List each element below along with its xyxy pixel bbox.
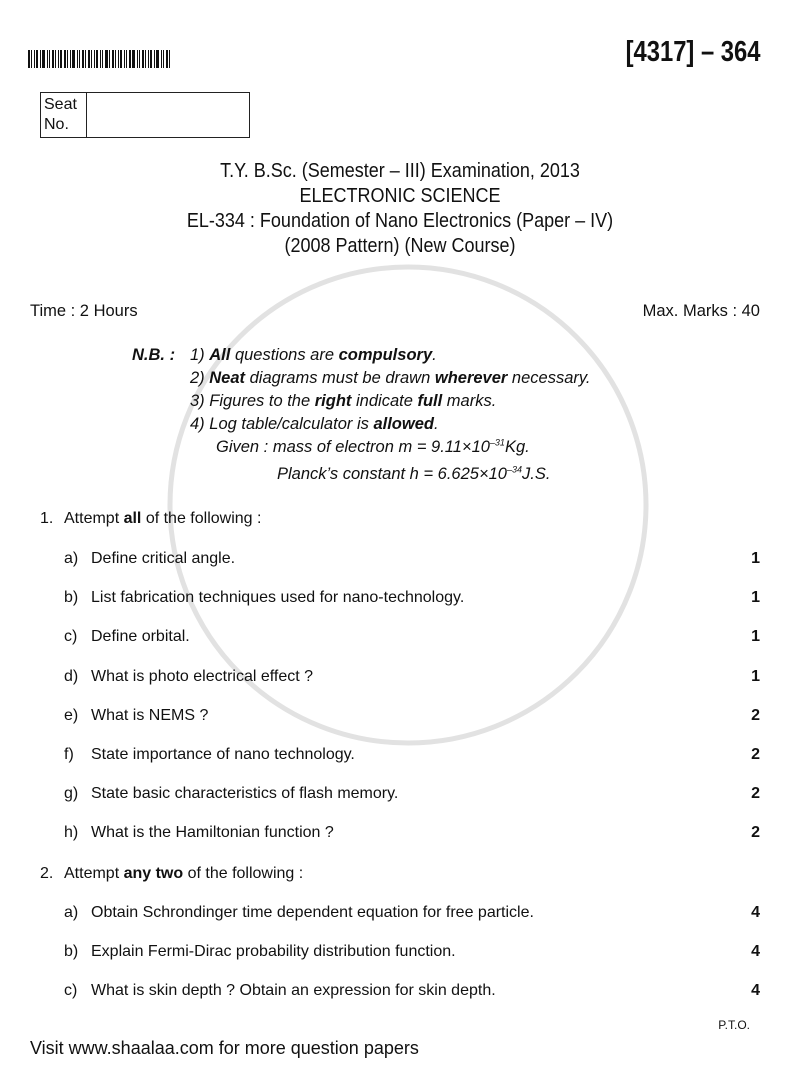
barcode-bar	[91, 50, 92, 68]
question-item	[0, 549, 800, 569]
barcode-bar	[47, 50, 48, 68]
item-label: h)	[64, 824, 79, 842]
item-marks: 2	[751, 824, 760, 842]
time-label: Time : 2 Hours	[30, 302, 138, 320]
subject-title: ELECTRONIC SCIENCE	[299, 185, 501, 207]
item-text: What is photo electrical effect ?	[91, 667, 314, 685]
item-label: f)	[64, 746, 74, 763]
item-marks: 2	[751, 746, 760, 763]
item-text: State basic characteristics of flash memory.	[91, 785, 399, 803]
barcode-bar	[55, 50, 56, 68]
item-label: b)	[64, 589, 79, 607]
question-item	[0, 706, 800, 726]
question-item	[0, 667, 800, 687]
question-item	[0, 588, 800, 608]
barcode-bar	[67, 50, 68, 68]
barcode-bar	[102, 50, 103, 68]
item-text: What is NEMS ?	[91, 706, 209, 724]
question-item	[0, 903, 800, 923]
item-marks: 2	[751, 785, 760, 803]
barcode-bar	[60, 50, 62, 68]
barcode-bar	[72, 50, 75, 68]
barcode-bar	[115, 50, 116, 68]
seat-label	[41, 93, 87, 137]
barcode-bar	[77, 50, 78, 68]
item-marks: 4	[751, 904, 760, 921]
question-item	[0, 784, 800, 804]
barcode-bar	[36, 50, 38, 68]
barcode-bar	[118, 50, 119, 68]
max-marks-label: Max. Marks : 40	[642, 302, 760, 320]
item-marks: 1	[751, 667, 760, 685]
given-electron-mass: Given : mass of electron $m = 9.11\times 10^{-31}Kg$.	[216, 437, 530, 456]
item-label: a)	[64, 550, 79, 567]
item-label: c)	[64, 628, 78, 646]
barcode-bar	[58, 50, 59, 68]
barcode-bar	[132, 50, 135, 68]
question-item	[0, 823, 800, 843]
item-text: State importance of nano technology.	[91, 746, 355, 763]
question-item	[0, 745, 800, 765]
question-2-heading: 2. Attempt any two of the following :	[40, 865, 304, 882]
nb-note-3: 3) Figures to the right indicate full marks.	[190, 392, 497, 410]
barcode-bar	[163, 50, 164, 68]
barcode-bar	[109, 50, 110, 68]
item-text: List fabrication techniques used for nano-technology.	[91, 589, 465, 607]
barcode-bar	[49, 50, 50, 68]
barcode-bar	[166, 50, 168, 68]
barcode-bar	[96, 50, 98, 68]
barcode-bar	[124, 50, 125, 68]
item-label: a)	[64, 904, 79, 921]
barcode-bar	[52, 50, 54, 68]
barcode-bar	[88, 50, 90, 68]
item-marks: 2	[751, 706, 760, 724]
item-marks: 4	[751, 943, 760, 960]
item-text: What is skin depth ? Obtain an expression for skin depth.	[91, 982, 496, 999]
barcode-bar	[40, 50, 41, 68]
question-item	[0, 942, 800, 962]
barcode-bar	[34, 50, 35, 68]
item-text: Obtain Schrondinger time dependent equation for free particle.	[91, 904, 534, 921]
item-marks: 1	[751, 550, 760, 567]
barcode-bar	[137, 50, 138, 68]
nb-note-4: 4) Log table/calculator is allowed.	[190, 415, 439, 433]
question-item	[0, 627, 800, 647]
barcode-bar	[145, 50, 146, 68]
barcode-bar	[105, 50, 108, 68]
barcode-bar	[169, 50, 170, 68]
barcode-bar	[85, 50, 86, 68]
barcode-bar	[161, 50, 162, 68]
barcode-bar	[70, 50, 71, 68]
footer-visit-link[interactable]: Visit www.shaalaa.com for more question papers	[30, 1038, 419, 1058]
item-label: b)	[64, 943, 79, 960]
item-label: d)	[64, 667, 79, 685]
nb-note-1: 1) All questions are compulsory.	[190, 346, 437, 364]
seat-label-1: Seat	[44, 96, 77, 113]
barcode-bar	[156, 50, 159, 68]
barcode-bar	[94, 50, 95, 68]
pto-label: P.T.O.	[718, 1018, 750, 1032]
barcode-bar	[31, 50, 32, 68]
item-label: g)	[64, 785, 79, 803]
barcode-bar	[120, 50, 122, 68]
barcode-bar	[142, 50, 144, 68]
barcode-bar	[42, 50, 45, 68]
barcode-bar	[79, 50, 80, 68]
item-text: Explain Fermi-Dirac probability distribution function.	[91, 943, 456, 960]
question-item	[0, 981, 800, 1001]
item-text: What is the Hamiltonian function ?	[91, 824, 334, 842]
barcode-bar	[129, 50, 131, 68]
nb-note-2: 2) Neat diagrams must be drawn wherever necessary.	[190, 369, 591, 387]
paper-title: EL-334 : Foundation of Nano Electronics (Paper – IV)	[186, 210, 614, 232]
barcode-bar	[139, 50, 140, 68]
question-1-heading: 1. Attempt all of the following :	[40, 510, 262, 527]
item-text: Define orbital.	[91, 628, 190, 646]
barcode-bar	[100, 50, 101, 68]
seat-label-2: No.	[44, 116, 69, 133]
barcode-bar	[64, 50, 66, 68]
barcode-bar	[126, 50, 127, 68]
item-marks: 4	[751, 982, 760, 999]
pattern-title: (2008 Pattern) (New Course)	[284, 235, 516, 257]
seat-number-box	[40, 92, 250, 138]
nb-label: N.B. :	[132, 346, 176, 364]
barcode-bar	[112, 50, 114, 68]
paper-code: [4317] – 364	[625, 36, 760, 68]
item-marks: 1	[751, 628, 760, 646]
barcode	[28, 50, 180, 68]
barcode-bar	[82, 50, 84, 68]
barcode-bar	[28, 50, 30, 68]
barcode-bar	[148, 50, 149, 68]
exam-title: T.Y. B.Sc. (Semester – III) Examination, 2013	[220, 160, 580, 182]
given-planck-constant: Planck’s constant $h = 6.625\times 10^{-34}J.S$.	[277, 464, 551, 483]
item-text: Define critical angle.	[91, 550, 236, 567]
item-label: e)	[64, 706, 79, 724]
barcode-bar	[154, 50, 155, 68]
item-marks: 1	[751, 589, 760, 607]
barcode-bar	[150, 50, 152, 68]
item-label: c)	[64, 982, 78, 999]
